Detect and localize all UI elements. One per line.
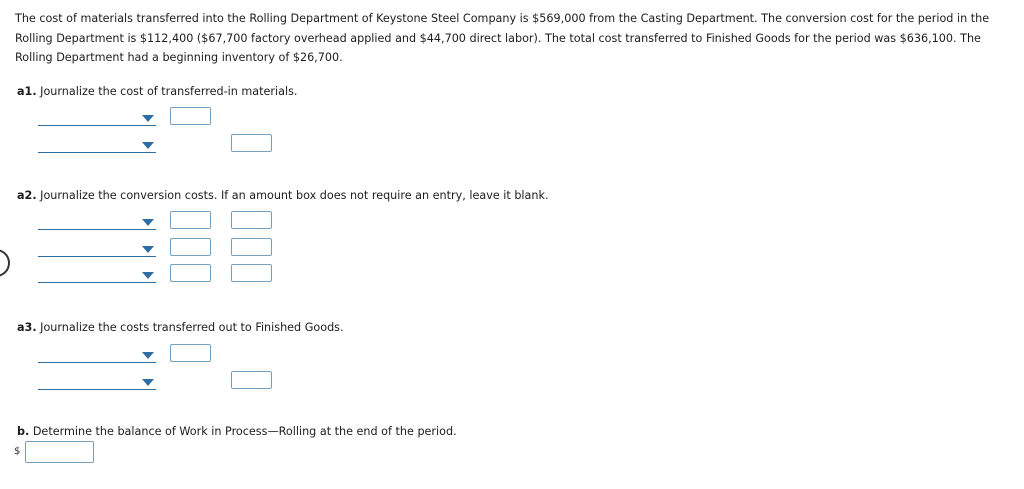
- heading-a1-text: Journalize the cost of transferred-in materials.: [36, 85, 298, 98]
- a3-account-select-1[interactable]: [38, 348, 156, 363]
- dropdown-arrow-icon: [142, 379, 154, 386]
- dropdown-arrow-icon: [142, 219, 154, 226]
- heading-a2: [17, 189, 549, 202]
- a2-credit-input-3[interactable]: [231, 264, 272, 282]
- heading-a1-label: a1.: [17, 85, 37, 98]
- a1-account-select-2[interactable]: [38, 138, 156, 153]
- a2-credit-input-2[interactable]: [231, 238, 272, 256]
- heading-a1: [17, 85, 297, 98]
- a1-account-select-1[interactable]: [38, 111, 156, 126]
- heading-a3-label: a3.: [17, 321, 37, 334]
- a3-credit-input-2[interactable]: [231, 371, 272, 389]
- dropdown-arrow-icon: [142, 115, 154, 122]
- a2-account-select-2[interactable]: [38, 242, 156, 257]
- a3-account-select-2[interactable]: [38, 375, 156, 390]
- problem-statement: The cost of materials transferred into the Rolling Department of Keystone Steel Company is $569,000 from the Casting Department. The conversion cost for the period in the Rolling Department is $112,400 ($67,700 factory overhead applied and $44,700 direct labor). The total cost transferred to Finished Goods for the period was $636,100. The Rolling Department had a beginning inventory of $26,700.: [15, 12, 990, 64]
- heading-b-label: b.: [17, 425, 30, 438]
- wip-balance-input[interactable]: [25, 441, 94, 463]
- heading-a2-label: a2.: [17, 189, 37, 202]
- a1-debit-input-1[interactable]: [170, 107, 211, 125]
- a2-debit-input-2[interactable]: [170, 238, 211, 256]
- heading-a2-text: Journalize the conversion costs. If an amount box does not require an entry, leave it blank.: [36, 189, 549, 202]
- heading-b: [17, 425, 457, 438]
- a1-credit-input-2[interactable]: [231, 134, 272, 152]
- heading-b-text: Determine the balance of Work in Process—Rolling at the end of the period.: [29, 425, 457, 438]
- a2-account-select-3[interactable]: [38, 268, 156, 283]
- dropdown-arrow-icon: [142, 272, 154, 279]
- a2-credit-input-1[interactable]: [231, 211, 272, 229]
- dropdown-arrow-icon: [142, 352, 154, 359]
- heading-a3-text: Journalize the costs transferred out to Finished Goods.: [36, 321, 344, 334]
- dropdown-arrow-icon: [142, 142, 154, 149]
- a2-debit-input-1[interactable]: [170, 211, 211, 229]
- dropdown-arrow-icon: [142, 246, 154, 253]
- navigation-arc-icon: [0, 249, 10, 277]
- currency-symbol: $: [14, 446, 21, 457]
- a3-debit-input-1[interactable]: [170, 344, 211, 362]
- a2-debit-input-3[interactable]: [170, 264, 211, 282]
- heading-a3: [17, 321, 344, 334]
- a2-account-select-1[interactable]: [38, 215, 156, 230]
